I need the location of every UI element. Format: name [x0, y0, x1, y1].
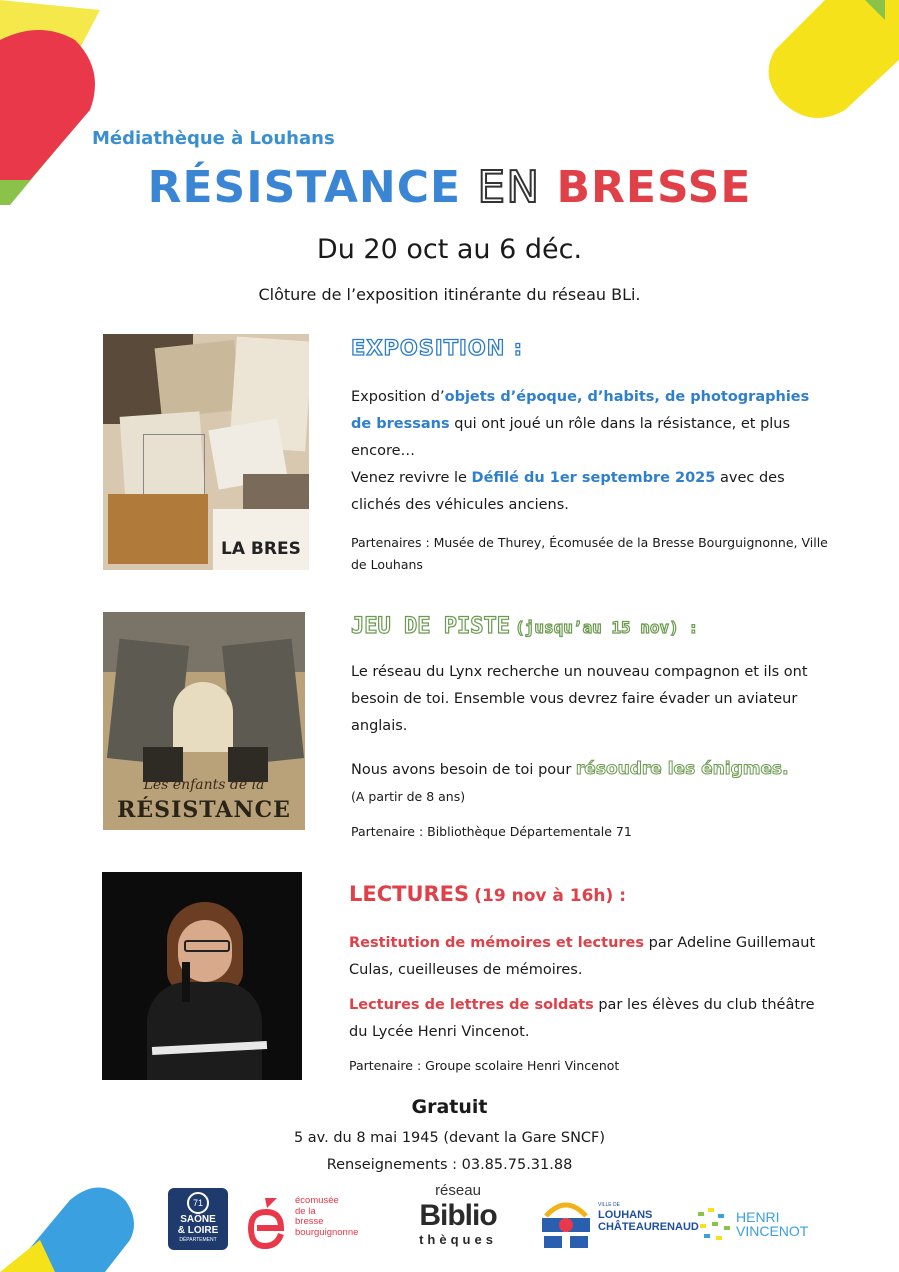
saone-text-1: SAÔNE [180, 1214, 216, 1225]
exposition-p2-b: avec des clichés des véhicules anciens. [351, 470, 785, 513]
exposition-p2-highlight: Défilé du 1er septembre 2025 [471, 470, 716, 486]
book-title-line-1: Les enfants de la [143, 777, 265, 793]
jeu-paragraph-2 [351, 756, 821, 784]
free-label: Gratuit [411, 1096, 488, 1118]
exposition-p1-highlight: objets d’époque, d’habits, de photographies de bressans [351, 389, 810, 432]
title-part-resistance: RÉSISTANCE [147, 162, 462, 213]
louhans-crest-icon [538, 1198, 594, 1252]
lectures-p1-highlight: Restitution de mémoires et lectures [349, 935, 645, 951]
jeu-heading-sub: (jusqu’au 15 nov) : [515, 618, 699, 637]
ecomusee-e-icon [247, 1198, 287, 1250]
lectures-paragraph-2 [349, 992, 829, 1046]
ecomusee-text-3: bresse [295, 1216, 324, 1227]
jeu-heading [351, 614, 698, 639]
lectures-p1-b: par Adeline Guillemaut Culas, cueilleuses de mémoires. [349, 935, 816, 978]
ecomusee-text-2: de la [295, 1205, 316, 1217]
lectures-heading [349, 882, 626, 906]
bib-text-1: réseau [435, 1182, 481, 1199]
lectures-paragraph-1 [349, 930, 829, 984]
exposition-p2-a: Venez revivre le [351, 470, 472, 486]
event-dates: Du 20 oct au 6 déc. [316, 234, 583, 265]
lectures-heading-sub: (19 nov à 16h) : [474, 886, 627, 906]
title-part-bresse: BRESSE [556, 162, 752, 213]
exposition-p1-b: qui ont joué un rôle dans la résistance, et plus encore… [351, 416, 791, 459]
jeu-partner: Partenaire : Bibliothèque Départementale 71 [351, 824, 632, 839]
exposition-p1-a: Exposition d’ [351, 389, 445, 405]
jeu-paragraph-1: Le réseau du Lynx recherche un nouveau compagnon et ils ont besoin de toi. Ensemble vous devrez faire évader un aviateur anglais. [351, 664, 808, 734]
exposition-photo-caption: LA BRES [221, 539, 301, 559]
saone-number: 71 [187, 1192, 209, 1214]
book-title-line-2: RÉSISTANCE [117, 797, 291, 823]
bib-text-2: Biblio [419, 1199, 497, 1232]
jeu-book-cover [103, 612, 305, 830]
jeu-heading-main: JEU DE PISTE [351, 614, 510, 639]
lectures-heading-main: LECTURES [349, 882, 470, 906]
henri-vincenot-dots-icon [696, 1204, 736, 1248]
saone-text-3: DÉPARTEMENT [179, 1237, 217, 1243]
ecomusee-text-1: écomusée [295, 1195, 339, 1206]
exposition-photo [103, 334, 309, 570]
exposition-partners: Partenaires : Musée de Thurey, Écomusée de la Bresse Bourguignonne, Ville de Louhans [351, 535, 828, 572]
exposition-paragraph-1 [351, 384, 811, 465]
contact-info: Renseignements : 03.85.75.31.88 [326, 1157, 573, 1173]
title-part-en: EN [477, 162, 541, 213]
corner-decoration-top-right [755, 0, 899, 125]
organization-name: Médiathèque à Louhans [92, 128, 335, 149]
bib-text-3: thèques [419, 1232, 497, 1247]
louhans-text-1: VILLE DE [598, 1202, 620, 1208]
henri-vincenot-text-2: VINCENOT [736, 1223, 809, 1239]
louhans-text-2: LOUHANS [598, 1209, 653, 1221]
lectures-p2-b: par les élèves du club théâtre du Lycée Henri Vincenot. [349, 997, 815, 1040]
saone-text-2: & LOIRE [177, 1225, 219, 1236]
corner-decoration-bottom-left [0, 1180, 140, 1272]
lectures-partner: Partenaire : Groupe scolaire Henri Vincenot [349, 1058, 620, 1073]
exposition-paragraph-2 [351, 465, 811, 519]
louhans-chateaurenaud-logo [538, 1198, 699, 1254]
jeu-p2-highlight: résoudre les énigmes. [575, 759, 789, 779]
ecomusee-logo [247, 1196, 387, 1256]
ecomusee-text-4: bourguignonne [295, 1226, 359, 1238]
henri-vincenot-text-1: HENRI [736, 1209, 780, 1225]
jeu-age: (A partir de 8 ans) [351, 789, 466, 804]
jeu-p2-a: Nous avons besoin de toi pour [351, 762, 576, 778]
subtitle: Clôture de l’exposition itinérante du réseau BLi. [258, 285, 641, 304]
lectures-p2-highlight: Lectures de lettres de soldats [349, 997, 594, 1013]
reseau-bibliotheques-logo [402, 1182, 514, 1262]
henri-vincenot-logo [696, 1204, 846, 1252]
exposition-heading: EXPOSITION : [351, 336, 523, 360]
lectures-photo [102, 872, 302, 1080]
saone-et-loire-logo [168, 1188, 228, 1250]
louhans-text-3: CHÂTEAURENAUD [598, 1221, 699, 1233]
address: 5 av. du 8 mai 1945 (devant la Gare SNCF) [293, 1130, 606, 1146]
page-title [0, 162, 899, 213]
